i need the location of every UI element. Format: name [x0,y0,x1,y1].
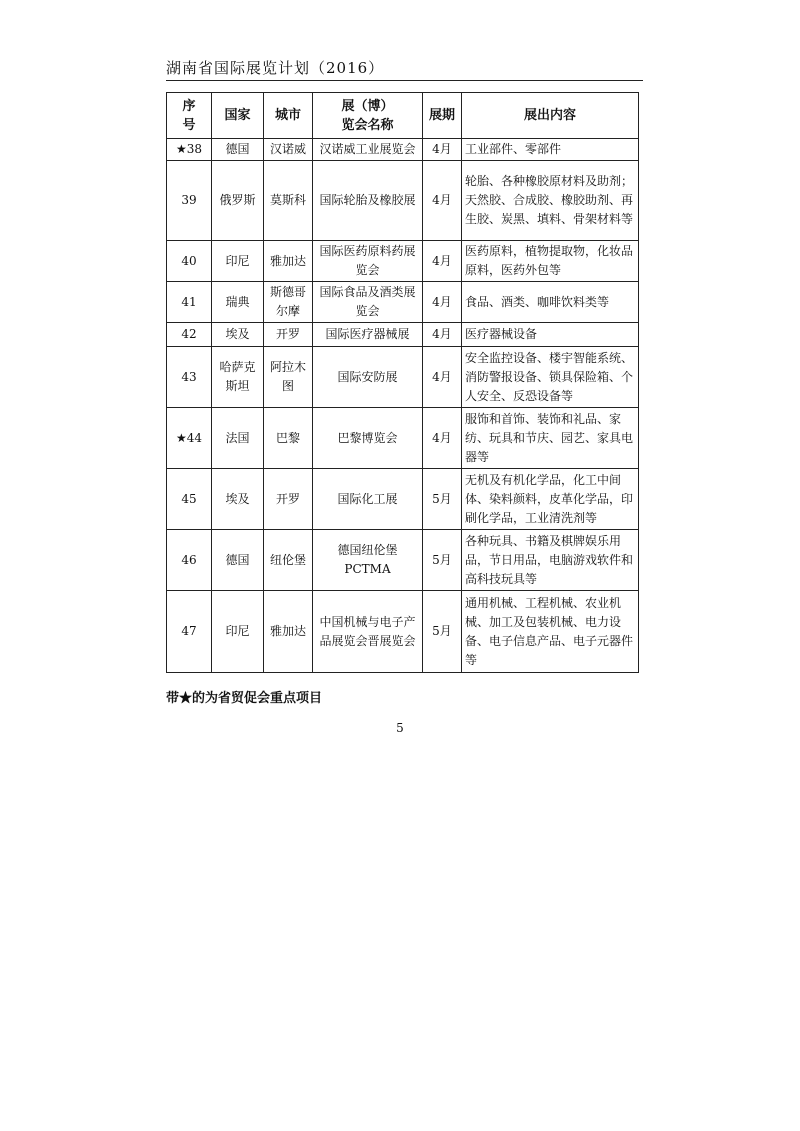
row-period: 4月 [423,282,462,323]
table-row [167,323,639,347]
table-row [167,530,639,591]
col-header-country: 国家 [212,93,264,139]
col-header-no: 序 号 [167,93,212,139]
row-name: 汉诺威工业展览会 [313,139,423,161]
table-row [167,241,639,282]
row-name: 德国纽伦堡PCTMA [313,530,423,591]
row-country: 法国 [212,408,264,469]
col-header-period: 展期 [423,93,462,139]
row-period: 4月 [423,408,462,469]
row-city: 巴黎 [264,408,313,469]
row-content: 医疗器械设备 [462,323,639,347]
col-header-city: 城市 [264,93,313,139]
row-content: 服饰和首饰、装饰和礼品、家纺、玩具和节庆、园艺、家具电器等 [462,408,639,469]
row-period: 4月 [423,139,462,161]
document-header-title: 湖南省国际展览计划（2016） [166,59,385,77]
row-city: 纽伦堡 [264,530,313,591]
row-country: 俄罗斯 [212,161,264,241]
table-row [167,469,639,530]
row-content: 各种玩具、书籍及棋牌娱乐用品，节日用品，电脑游戏软件和高科技玩具等 [462,530,639,591]
row-period: 5月 [423,591,462,673]
row-content: 通用机械、工程机械、农业机械、加工及包装机械、电力设备、电子信息产品、电子元器件等 [462,591,639,673]
row-content: 医药原料，植物提取物，化妆品原料，医药外包等 [462,241,639,282]
table-header-row [167,93,639,139]
row-period: 4月 [423,347,462,408]
row-no: 43 [167,347,212,408]
row-name: 国际食品及酒类展览会 [313,282,423,323]
row-name: 巴黎博览会 [313,408,423,469]
row-country: 哈萨克斯坦 [212,347,264,408]
row-content: 轮胎、各种橡胶原材料及助剂；天然胶、合成胶、橡胶助剂、再生胶、炭黑、填料、骨架材料等 [462,161,639,241]
row-name: 国际轮胎及橡胶展 [313,161,423,241]
row-city: 雅加达 [264,241,313,282]
row-name: 国际医疗器械展 [313,323,423,347]
table-row [167,139,639,161]
row-period: 5月 [423,530,462,591]
row-content: 无机及有机化学品，化工中间体、染料颜料，皮革化学品，印刷化学品，工业清洗剂等 [462,469,639,530]
row-content: 食品、酒类、咖啡饮料类等 [462,282,639,323]
row-city: 斯德哥尔摩 [264,282,313,323]
row-city: 莫斯科 [264,161,313,241]
row-no: 41 [167,282,212,323]
row-period: 5月 [423,469,462,530]
row-city: 雅加达 [264,591,313,673]
table-row [167,591,639,673]
row-country: 印尼 [212,241,264,282]
row-no: 42 [167,323,212,347]
row-no: 39 [167,161,212,241]
table-footnote: 带★的为省贸促会重点项目 [166,691,323,706]
row-no: 47 [167,591,212,673]
row-name: 国际医药原料药展览会 [313,241,423,282]
row-no: 46 [167,530,212,591]
row-period: 4月 [423,161,462,241]
table-row [167,408,639,469]
col-header-content: 展出内容 [462,93,639,139]
row-city: 阿拉木图 [264,347,313,408]
row-country: 埃及 [212,323,264,347]
table-row [167,161,639,241]
row-city: 开罗 [264,323,313,347]
row-city: 开罗 [264,469,313,530]
row-no: 40 [167,241,212,282]
row-city: 汉诺威 [264,139,313,161]
row-country: 瑞典 [212,282,264,323]
table-row [167,347,639,408]
row-no: ★44 [167,408,212,469]
row-period: 4月 [423,241,462,282]
row-name: 国际化工展 [313,469,423,530]
row-country: 印尼 [212,591,264,673]
row-content: 安全监控设备、楼宇智能系统、消防警报设备、锁具保险箱、个人安全、反恐设备等 [462,347,639,408]
table-row [167,282,639,323]
page-number: 5 [396,721,404,735]
row-country: 埃及 [212,469,264,530]
row-no: 45 [167,469,212,530]
header-divider [166,80,643,81]
exhibition-table [166,92,639,673]
col-header-name: 展（博） 览会名称 [313,93,423,139]
row-name: 中国机械与电子产品展览会晋展览会 [313,591,423,673]
row-name: 国际安防展 [313,347,423,408]
row-country: 德国 [212,530,264,591]
row-period: 4月 [423,323,462,347]
row-content: 工业部件、零部件 [462,139,639,161]
row-no: ★38 [167,139,212,161]
row-country: 德国 [212,139,264,161]
